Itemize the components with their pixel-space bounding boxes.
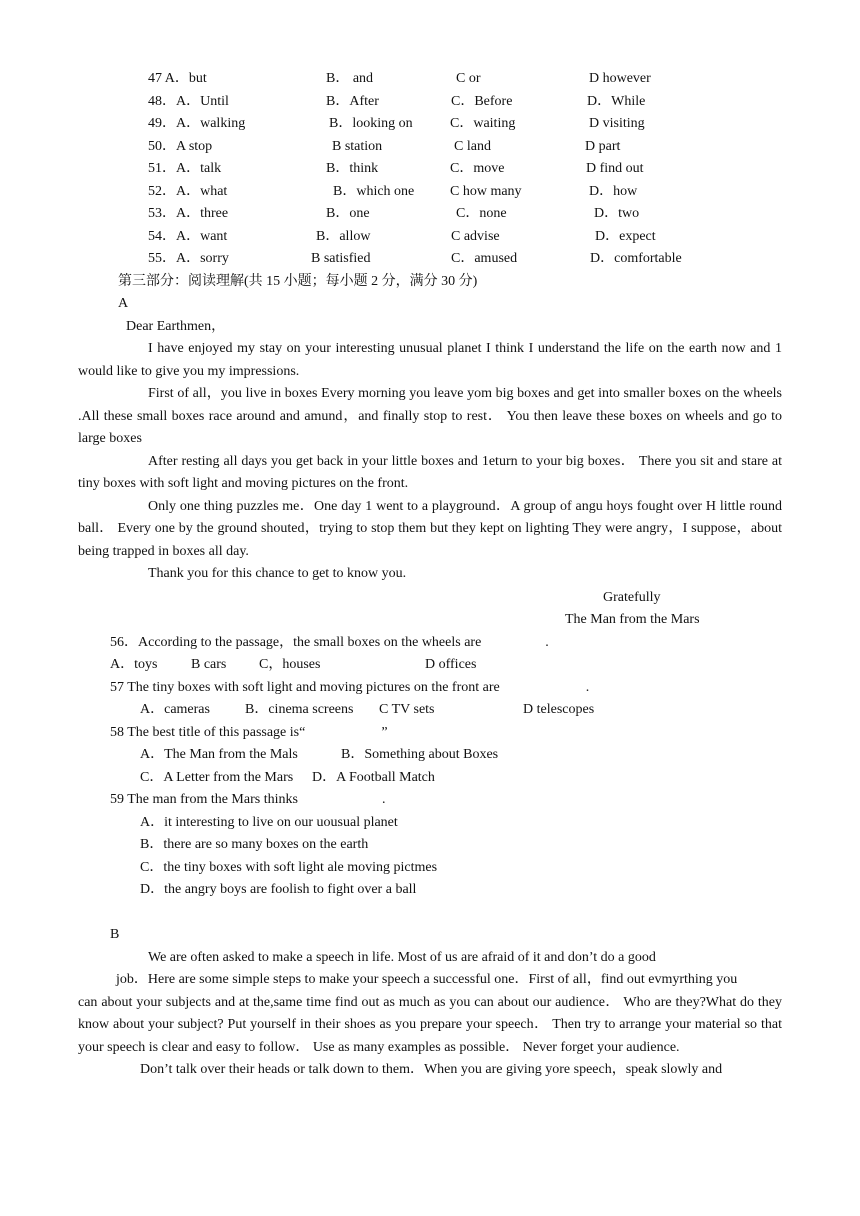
- blank-line: [0, 902, 860, 925]
- exam-page: [0, 68, 860, 1082]
- paragraph: Only one thing puzzles me．One day 1 went to a playground．A group of angu hoys fought over H little round ball． Every one by the ground shouted，trying to stop them but they kept on lighting They were angry，I suppose，about being trapped in boxes all day.: [78, 498, 782, 559]
- option-c: C．the tiny boxes with soft light ale moving pictmes: [140, 859, 438, 875]
- question-end: .: [585, 679, 590, 695]
- option-a: 51．A．talk: [148, 161, 222, 176]
- option-b: B．cinema screens: [245, 702, 354, 717]
- option-a: 47 A．but: [148, 71, 207, 86]
- option-c: C．none: [456, 206, 507, 221]
- option-a: 53．A．three: [148, 206, 229, 221]
- option-b: B．there are so many boxes on the earth: [140, 837, 369, 852]
- option-a: 54．A．want: [148, 228, 228, 244]
- question-end: .: [381, 792, 386, 807]
- option-b: B． and: [326, 71, 374, 86]
- option-c: C land: [454, 138, 491, 154]
- cloze-row-47: [0, 68, 860, 91]
- option-d: D．comfortable: [590, 251, 682, 266]
- option-c: C advise: [451, 228, 500, 244]
- option-d: D however: [589, 71, 651, 86]
- paragraph: can about your subjects and at the,same time find out as much as you can about our audience． Who are they?What do they know about your subject? Put yourself in their shoes as you prepare your speech． Then try to arrange your material so that your speech is clear and easy to follow． Use as many examples as possible． Never forget your audience.: [78, 994, 782, 1055]
- paragraph-line: job．Here are some simple steps to make your speech a successful one．First of all，find out evmyrthing you: [116, 972, 738, 987]
- option-d: D part: [585, 138, 621, 154]
- passage-label: A: [118, 296, 129, 311]
- question-58-options-cd: [0, 767, 860, 790]
- option-c: C TV sets: [379, 702, 435, 717]
- cloze-row-55: [0, 248, 860, 271]
- option-d: D visiting: [589, 116, 645, 131]
- letter-salutation: Dear Earthmen，: [126, 318, 226, 334]
- question-end: ”: [381, 724, 388, 740]
- question-stem: 56．According to the passage，the small boxes on the wheels are: [110, 634, 482, 650]
- option-d: D telescopes: [523, 702, 595, 717]
- cloze-options: [0, 68, 860, 271]
- option-d: D．expect: [595, 228, 656, 244]
- option-a: A．cameras: [140, 702, 210, 717]
- option-a: 50．A stop: [148, 138, 213, 154]
- option-c: C．waiting: [450, 116, 516, 131]
- option-d: D find out: [586, 161, 644, 176]
- paragraph: First of all，you live in boxes Every morning you leave yom big boxes and get into smaller boxes on the wheels .All these small boxes race around and amund，and finally stop to rest． You then leave these boxes on wheels and go to large boxes: [78, 386, 782, 446]
- option-d: D．While: [587, 93, 646, 109]
- question-57: [110, 677, 860, 700]
- paragraph: I have enjoyed my stay on your interesting unusual planet I think I understand the life on the earth now and 1 would like to give you my impressions.: [78, 341, 782, 379]
- cloze-row-48: [0, 91, 860, 114]
- question-59-option-b: [0, 834, 860, 857]
- option-c: C or: [456, 71, 481, 86]
- option-d: D．how: [589, 183, 638, 199]
- cloze-row-54: [0, 226, 860, 249]
- question-stem: 59 The man from the Mars thinks: [110, 792, 298, 807]
- section-title: 第三部分：阅读理解(共 15 小题；每小题 2 分，满分 30 分): [118, 273, 478, 289]
- option-c: C．A Letter from the Mars: [140, 769, 294, 785]
- paragraph-line: Don’t talk over their heads or talk down to them．When you are giving yore speech，speak slowly and: [140, 1062, 723, 1077]
- question-stem: 57 The tiny boxes with soft light and moving pictures on the front are: [110, 679, 500, 695]
- option-b: B cars: [191, 657, 227, 672]
- question-59: [110, 789, 860, 812]
- letter-closing: Gratefully: [603, 589, 661, 605]
- letter-signature: The Man from the Mars: [565, 612, 700, 627]
- option-c: C．move: [450, 161, 505, 176]
- cloze-row-51: [0, 158, 860, 181]
- passage-b-line-2: [0, 969, 860, 992]
- letter-closing-row: [0, 587, 860, 610]
- cloze-row-49: [0, 113, 860, 136]
- paragraph: Thank you for this chance to get to know you.: [148, 566, 407, 581]
- option-b: B．allow: [316, 228, 371, 244]
- question-59-option-d: [0, 879, 860, 902]
- option-a: A．The Man from the Mals: [140, 747, 298, 762]
- cloze-row-50: [0, 136, 860, 159]
- option-b: B．looking on: [329, 116, 413, 131]
- option-c: C．Before: [451, 93, 513, 109]
- paragraph-line: We are often asked to make a speech in life. Most of us are afraid of it and don’t do a good: [148, 949, 656, 965]
- question-56-options: [0, 654, 860, 677]
- option-b: B．think: [326, 161, 379, 176]
- question-stem: 58 The best title of this passage is“: [110, 724, 306, 740]
- question-58-options-ab: [0, 744, 860, 767]
- option-a: 49．A．walking: [148, 116, 246, 131]
- option-a: 52．A．what: [148, 183, 228, 199]
- option-b: B．Something about Boxes: [341, 747, 499, 762]
- option-d: D．A Football Match: [312, 769, 435, 785]
- option-b: B．one: [326, 206, 370, 221]
- paragraph: After resting all days you get back in your little boxes and 1eturn to your big boxes． There you sit and stare at tiny boxes with soft light and moving pictures on the front.: [78, 453, 782, 491]
- option-b: B satisfied: [311, 251, 371, 266]
- question-end: .: [545, 634, 549, 650]
- passage-b-line-1: [0, 947, 860, 970]
- option-d: D offices: [425, 657, 477, 672]
- option-b: B station: [332, 138, 383, 154]
- question-59-option-c: [0, 857, 860, 880]
- option-b: B．which one: [333, 183, 415, 199]
- option-a: 48．A．Until: [148, 93, 229, 109]
- option-c: C how many: [450, 183, 522, 199]
- option-a: A．it interesting to live on our uousual planet: [140, 814, 398, 830]
- option-d: D．the angry boys are foolish to fight over a ball: [140, 882, 417, 897]
- cloze-row-53: [0, 203, 860, 226]
- option-a: A．toys: [110, 657, 158, 672]
- option-d: D．two: [594, 206, 640, 221]
- option-c: C．amused: [451, 251, 518, 266]
- option-c: C，houses: [259, 657, 321, 672]
- question-57-options: [0, 699, 860, 722]
- passage-b-line-last: [0, 1059, 860, 1082]
- cloze-row-52: [0, 181, 860, 204]
- question-56: [110, 632, 860, 655]
- question-58: [110, 722, 860, 745]
- letter-signature-row: [0, 609, 860, 632]
- option-a: 55．A．sorry: [148, 251, 229, 266]
- passage-label: B: [110, 927, 120, 942]
- option-b: B．After: [326, 93, 379, 109]
- question-59-option-a: [0, 812, 860, 835]
